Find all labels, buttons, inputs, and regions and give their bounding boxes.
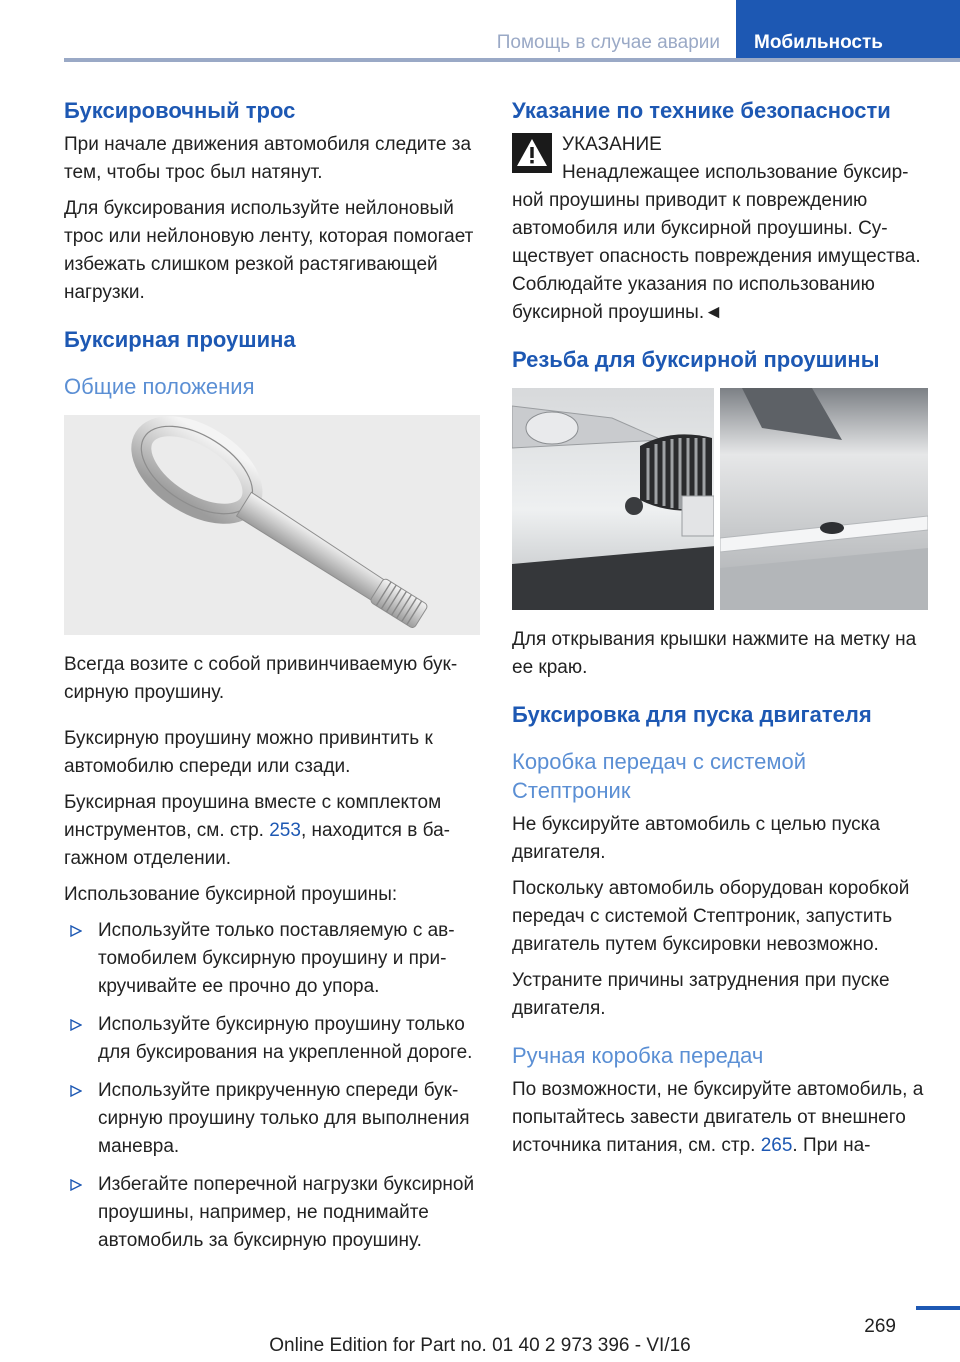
paragraph-rope-taut: При начале движения автомобиля следите за тем, чтобы трос был натянут. (64, 134, 472, 183)
heading-manual-gearbox: Ручная коробка передач (512, 1043, 764, 1068)
paragraph-open-cover: Для открывания крышки нажмите на метку на ее краю. (512, 629, 917, 678)
heading-tow-rope: Буксировочный трос (64, 98, 296, 123)
page-number: 269 (864, 1316, 896, 1337)
page-reference-link[interactable]: 253 (269, 820, 301, 841)
tab-mobility[interactable]: Мобильность (736, 0, 960, 62)
warning-text: Ненадлежащее использование буксирной проушины приводит к повреждению автомобиля или буксирной проушины. Существует опасность повреждения имущества. Соблюдайте указания по использованию буксирной проушины.◄ (512, 162, 921, 323)
paragraph-always-carry: Всегда возите с собой привинчиваемую буксирную проушину. (64, 654, 458, 703)
triangle-right-icon (70, 1179, 82, 1191)
paragraph-fix-cause: Устраните причины затруднения при пуске двигателя. (512, 970, 890, 1019)
triangle-right-icon (70, 1019, 82, 1031)
bumper-cover-photo (512, 388, 928, 610)
paragraph-manual-gearbox: По возможности, не буксируйте автомобиль, а попытайтесь завести двигатель от внешнего источника питания, см. стр. 265. При на- (512, 1079, 924, 1156)
list-item: Используйте буксирную проушину только для буксирования на укрепленной дороге. (64, 1011, 480, 1067)
paragraph-no-tow-start: Не буксируйте автомобиль с целью пуска двигателя. (512, 814, 880, 863)
edition-footer: Online Edition for Part no. 01 40 2 973 396 - VI/16 (269, 1335, 691, 1356)
tab-help-in-accident[interactable]: Помощь в случае аварии (496, 32, 720, 53)
usage-bullet-list (64, 917, 480, 1255)
list-item: Используйте прикрученную спереди буксирную проушину только для выполнения маневра. (64, 1077, 480, 1161)
list-item: Используйте только поставляемую с автомобилем буксирную проушину и прикручивайте ее прочно до упора. (64, 917, 480, 1001)
triangle-right-icon (70, 925, 82, 937)
triangle-right-icon (70, 1085, 82, 1097)
left-column (64, 96, 480, 1265)
header-rule (64, 58, 960, 62)
paragraph-tool-kit: Буксирная проушина вместе с комплектом инструментов, см. стр. 253, находится в багажном отделении. (64, 792, 450, 869)
footer-rule (916, 1306, 960, 1310)
page-header (0, 0, 960, 62)
towing-eye-illustration (64, 415, 480, 635)
heading-general: Общие положения (64, 374, 255, 399)
heading-safety-note: Указание по технике безопасности (512, 98, 891, 123)
list-item: Избегайте поперечной нагрузки буксирной проушины, например, не поднимайте автомобиль за буксирную проушину. (64, 1171, 480, 1255)
warning-triangle-icon (512, 133, 552, 173)
page-reference-link[interactable]: 265 (760, 1135, 793, 1156)
heading-steptronic: Коробка передач с системой Стептроник (512, 749, 806, 803)
paragraph-screw-on: Буксирную проушину можно привинтить к автомобилю спереди или сзади. (64, 728, 433, 777)
warning-box (512, 131, 928, 327)
heading-thread: Резьба для буксирной проушины (512, 347, 880, 372)
warning-caption: УКАЗАНИЕ (562, 134, 662, 155)
paragraph-steptronic-reason: Поскольку автомобиль оборудован коробкой передач с системой Стептроник, запустить двигатель путем буксировки невозможно. (512, 878, 910, 955)
heading-towing-eye: Буксирная проушина (64, 327, 296, 352)
paragraph-rope-material: Для буксирования используйте нейлоновый трос или нейлоновую ленту, которая помогает избежать слишком резкой растягивающей нагрузки. (64, 198, 474, 303)
paragraph-usage-intro: Использование буксирной проушины: (64, 884, 398, 905)
right-column (512, 96, 928, 1168)
heading-tow-start: Буксировка для пуска двигателя (512, 702, 872, 727)
